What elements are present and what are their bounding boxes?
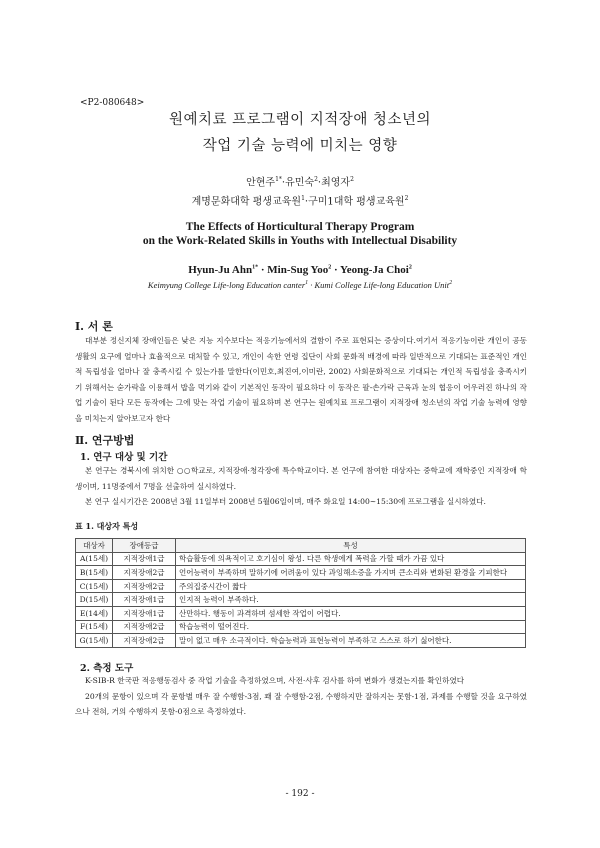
table-cell: B(15세) xyxy=(76,566,113,580)
table-row xyxy=(76,552,526,566)
table-cell: 주의집중시간이 짧다 xyxy=(176,579,526,593)
author-en-2-sup: 2 xyxy=(328,264,332,271)
author-3-sup: 2 xyxy=(350,176,354,183)
title-english-line2: on the Work-Related Skills in Youths with Intellectual Disability xyxy=(142,235,458,247)
table-row xyxy=(76,620,526,634)
table-cell: 말이 없고 매우 소극적이다. 학습능력과 표현능력이 부족하고 스스로 하기 싫어한다. xyxy=(176,634,526,648)
author-2-sup: 2 xyxy=(314,176,318,183)
table-cell: 산만하다. 행동이 과격하며 섬세한 작업이 어렵다. xyxy=(176,606,526,620)
subject-characteristics-table xyxy=(75,538,526,648)
instrument-paragraph xyxy=(75,673,527,720)
subsection-heading-instrument: 2. 측정 도구 xyxy=(80,663,134,674)
table-cell: 지적장애2급 xyxy=(113,620,176,634)
author-en-1-sup: 1* xyxy=(252,264,259,271)
subsection-heading-subjects: 1. 연구 대상 및 기간 xyxy=(80,452,168,463)
affiliation-1: 계명문화대학 평생교육원 xyxy=(191,196,302,208)
title-english xyxy=(0,220,600,248)
section-heading-introduction: Ⅰ. 서 론 xyxy=(75,320,113,333)
section-heading-methods: Ⅱ. 연구방법 xyxy=(75,434,135,447)
table-cell: 지적장애2급 xyxy=(113,634,176,648)
subjects-paragraph xyxy=(75,463,527,510)
table-row xyxy=(76,634,526,648)
authors-english xyxy=(0,264,600,276)
author-en-3: · Yeong-Ja Choi xyxy=(331,264,409,276)
affiliation-korean xyxy=(0,191,600,210)
table-cell: 인지적 능력이 부족하다. xyxy=(176,593,526,607)
author-en-2: · Min-Sug Yoo xyxy=(258,264,329,276)
table-row xyxy=(76,566,526,580)
table-cell: 지적장애1급 xyxy=(113,593,176,607)
table-header-cell: 대상자 xyxy=(76,539,113,553)
scoring-text: 20개의 문항이 있으며 각 문항별 매우 잘 수행함-3점, 꽤 잘 수행함-2점, 수행하지만 잘하지는 못함-1점, 과제를 수행할 것을 요구하였으나 전혀, 거의 수행하지 못함-0점으로 측정하였다. xyxy=(75,691,527,716)
affiliation-2: ·구미1대학 평생교육원 xyxy=(304,196,405,208)
author-2-name: ·유민숙 xyxy=(281,177,315,189)
period-text: 본 연구 실시기간은 2008년 3월 11일부터 2008년 5월06일이며, 매주 화요일 14:00~15:30에 프로그램을 실시하였다. xyxy=(85,497,486,506)
table-header-cell: 장애등급 xyxy=(113,539,176,553)
title-english-line1: The Effects of Horticultural Therapy Program xyxy=(185,221,415,233)
table-cell: F(15세) xyxy=(76,620,113,634)
table-cell: D(15세) xyxy=(76,593,113,607)
table-row xyxy=(76,593,526,607)
affiliation-en-2-sup: 2 xyxy=(449,280,453,287)
affiliation-en-1: Keimyung College Life-long Education canter xyxy=(147,280,306,290)
author-3-name: ·최영자 xyxy=(317,177,351,189)
title-korean-line2: 작업 기술 능력에 미치는 영향 xyxy=(202,138,398,154)
table-cell: A(15세) xyxy=(76,552,113,566)
affiliation-en-2: · Kumi College Life-long Education Unit xyxy=(308,280,450,290)
table-cell: 지적장애1급 xyxy=(113,606,176,620)
affiliation-2-sup: 2 xyxy=(404,195,409,203)
title-korean-line1: 원예치료 프로그램이 지적장애 청소년의 xyxy=(169,112,431,128)
author-en-1: Hyun-Ju Ahn xyxy=(188,264,253,276)
introduction-paragraph xyxy=(75,333,527,426)
introduction-text: 대부분 정신지체 장애인들은 낮은 지능 지수보다는 적응기능에서의 결함이 주로 표현되는 증상이다.여기서 적응기능이란 개인이 공동생활의 요구에 얼마나 효율적으로 대처할 수 있고, 개인이 속한 연령 집단이 사회 문화적 배경에 따라 일반적으로 기대되는 표준적인 개인적 독립성을 얼마나 잘 충족시킬 수 있는가를 말한다(이민호,최진여,이미란, 2002) 사회문화적으로 기대되는 개인적 독립성을 충족시키기 위해서는 숟가락을 이용해서 밥을 먹기와 같이 기본적인 동작이 필요하다 이 동작은 팔-손가락 근육과 눈의 협응이 어우러진 하나의 작업 기술이 된다 모든 동작에는 그에 맞는 작업 기술이 필요하며 본 연구는 원예치료 프로그램이 지적장애 청소년의 작업 기술 능력에 영향을 미치는지 알아보고자 한다 xyxy=(75,336,528,423)
table-cell: 지적장애1급 xyxy=(113,552,176,566)
authors-korean xyxy=(0,172,600,211)
instrument-text: K-SIB-R 한국판 적응행동검사 중 작업 기술을 측정하였으며, 사전·사후 검사를 하여 변화가 생겼는지를 확인하였다 xyxy=(85,676,465,685)
table-cell: 학습능력이 떨어진다. xyxy=(176,620,526,634)
table-cell: C(15세) xyxy=(76,579,113,593)
affiliation-1-sup: 1 xyxy=(301,195,305,203)
affiliation-english xyxy=(0,280,600,290)
author-names-korean xyxy=(0,172,600,191)
author-en-3-sup: 2 xyxy=(408,264,412,271)
table-header-row xyxy=(76,539,526,553)
table-caption: 표 1. 대상자 특성 xyxy=(75,521,139,531)
table-header-cell: 특성 xyxy=(176,539,526,553)
table-row xyxy=(76,606,526,620)
table-cell: 언어능력이 부족하며 말하기에 어려움이 있다 과잉해소증을 가지며 큰소리와 변화된 환경을 기피한다 xyxy=(176,566,526,580)
table-cell: G(15세) xyxy=(76,634,113,648)
table-cell: E(14세) xyxy=(76,606,113,620)
table-cell: 지적장애2급 xyxy=(113,566,176,580)
author-1-name: 안현주 xyxy=(246,177,276,189)
page-number: - 192 - xyxy=(285,789,315,799)
affiliation-en-1-sup: 1 xyxy=(305,280,309,287)
table-row xyxy=(76,579,526,593)
subjects-text: 본 연구는 경북시에 위치한 ○○학교로, 지적장애·청각장애 특수학교이다. 본 연구에 참여한 대상자는 중학교에 재학중인 지적장애 학생이며, 11명중에서 7명을 선출하여 실시하였다. xyxy=(75,466,527,491)
author-1-sup: 1* xyxy=(275,176,282,183)
table-cell: 학습활동에 의욕적이고 호기심이 왕성. 다른 학생에게 폭력을 가할 때가 가끔 있다 xyxy=(176,552,526,566)
table-cell: 지적장애2급 xyxy=(113,579,176,593)
abstract-code: <P2-080648> xyxy=(80,98,145,108)
